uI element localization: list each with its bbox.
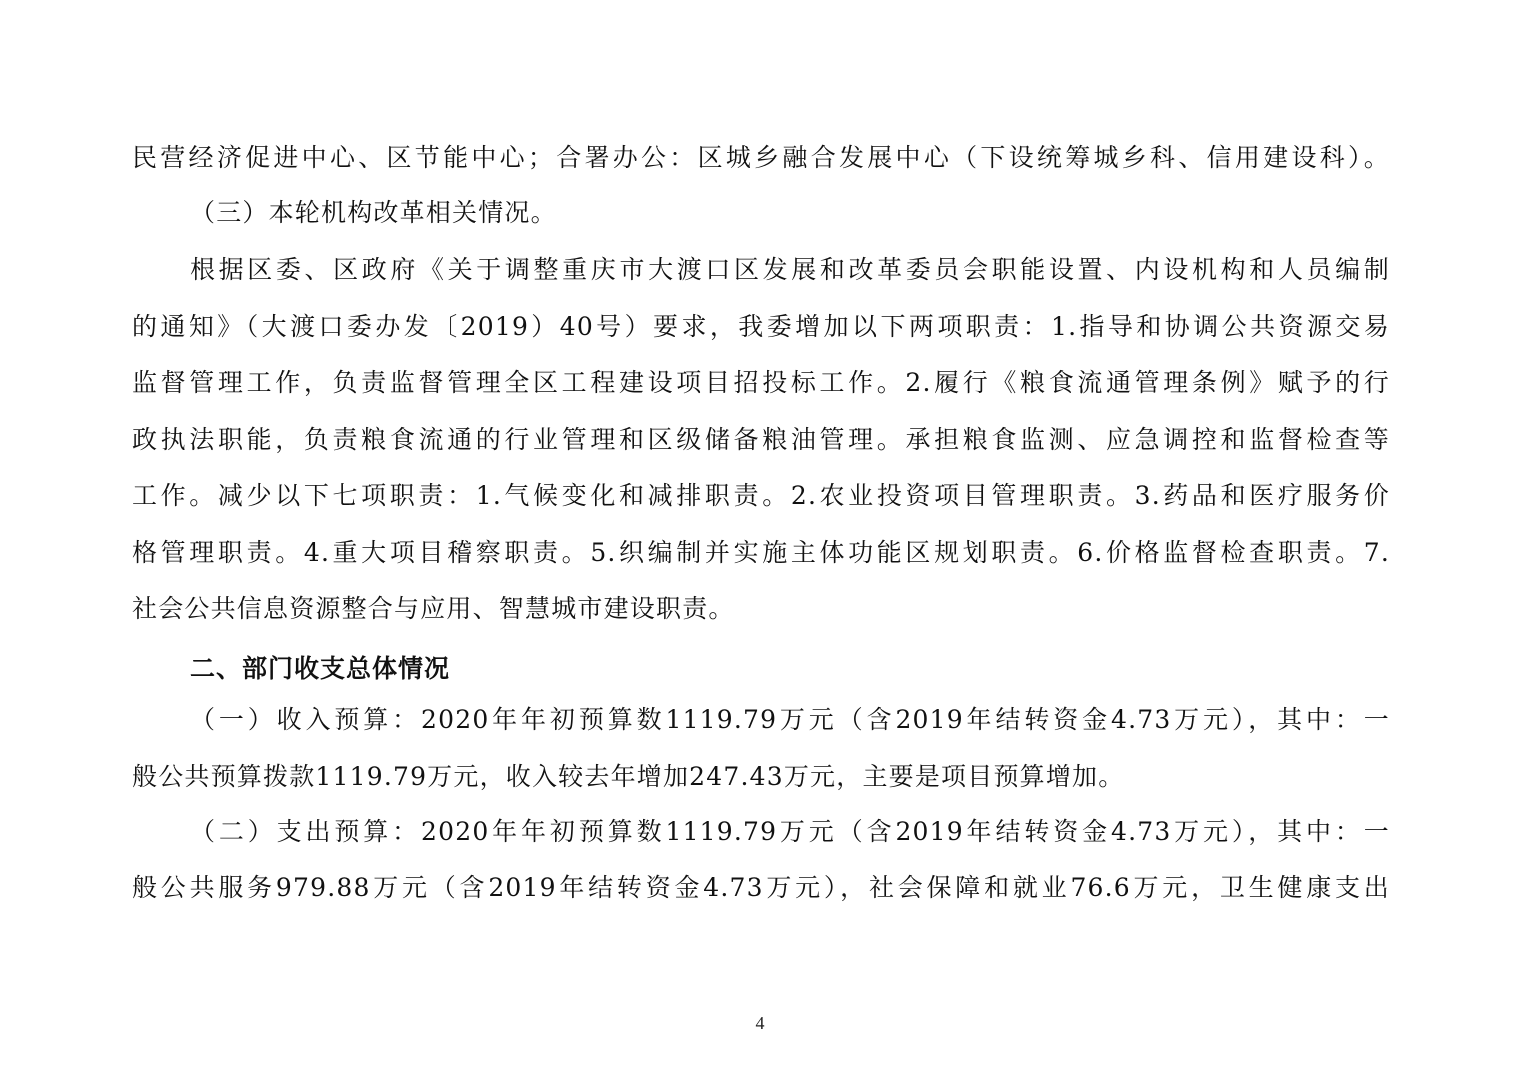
section-subheading: （三）本轮机构改革相关情况。 <box>190 198 557 227</box>
paragraph-line: 格管理职责。4.重大项目稽察职责。5.织编制并实施主体功能区规划职责。6.价格监督检查职责。7. <box>132 538 1390 567</box>
paragraph-line: 般公共预算拨款1119.79万元，收入较去年增加247.43万元，主要是项目预算增加。 <box>132 762 1125 791</box>
paragraph-line: 根据区委、区政府《关于调整重庆市大渡口区发展和改革委员会职能设置、内设机构和人员编制 <box>190 255 1390 284</box>
section-heading: 二、部门收支总体情况 <box>190 654 451 683</box>
paragraph-line: （二）支出预算：2020年年初预算数1119.79万元（含2019年结转资金4.73万元），其中：一 <box>190 817 1390 846</box>
paragraph-line: 般公共服务979.88万元（含2019年结转资金4.73万元），社会保障和就业76.6万元，卫生健康支出 <box>132 873 1390 902</box>
paragraph-line: 监督管理工作，负责监督管理全区工程建设项目招投标工作。2.履行《粮食流通管理条例》赋予的行 <box>132 368 1390 397</box>
paragraph-line: 的通知》（大渡口委办发〔2019）40号）要求，我委增加以下两项职责：1.指导和协调公共资源交易 <box>132 312 1390 341</box>
paragraph-line: （一）收入预算：2020年年初预算数1119.79万元（含2019年结转资金4.73万元），其中：一 <box>190 705 1390 734</box>
paragraph-line: 社会公共信息资源整合与应用、智慧城市建设职责。 <box>132 594 735 623</box>
paragraph-line: 工作。减少以下七项职责：1.气候变化和减排职责。2.农业投资项目管理职责。3.药品和医疗服务价 <box>132 481 1390 510</box>
page-number: 4 <box>755 1013 765 1033</box>
paragraph-line: 政执法职能，负责粮食流通的行业管理和区级储备粮油管理。承担粮食监测、应急调控和监督检查等 <box>132 425 1390 454</box>
paragraph-line: 民营经济促进中心、区节能中心；合署办公：区城乡融合发展中心（下设统筹城乡科、信用建设科）。 <box>132 143 1390 172</box>
